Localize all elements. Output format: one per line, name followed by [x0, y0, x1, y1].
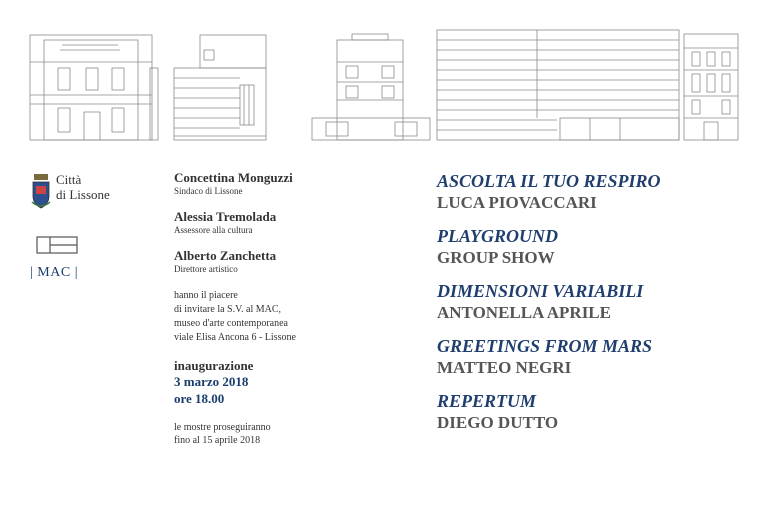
person-entry — [174, 209, 394, 236]
person-entry — [174, 170, 394, 197]
building-museum-main — [437, 30, 679, 140]
exhibition-title: GREETINGS FROM MARS — [437, 336, 653, 356]
invitation-line: viale Elisa Ancona 6 - Lissone — [174, 332, 296, 343]
invitation-line: di invitare la S.V. al MAC, — [174, 304, 282, 315]
person-name: Alberto Zanchetta — [174, 248, 277, 263]
exhibition-artist: DIEGO DUTTO — [437, 413, 559, 432]
exhibition-item — [437, 390, 747, 433]
architecture-elevation-drawing — [0, 0, 760, 150]
person-role: Assessore alla cultura — [174, 225, 253, 235]
city-crest-icon — [30, 172, 52, 212]
person-name: Alessia Tremolada — [174, 209, 277, 224]
invitation-text — [174, 289, 394, 345]
citta-di-lissone-logo — [30, 172, 110, 212]
inauguration-block — [174, 358, 394, 407]
person-role: Sindaco di Lissone — [174, 186, 243, 196]
city-name-line1: Città — [56, 172, 82, 187]
person-role: Direttore artistico — [174, 264, 238, 274]
exhibition-continuation — [174, 421, 394, 447]
mac-building-icon — [36, 236, 78, 254]
person-entry — [174, 248, 394, 275]
building-historic-tower — [684, 34, 738, 140]
inauguration-time: ore 18.00 — [174, 391, 225, 406]
mac-logo — [30, 236, 78, 281]
exhibition-item — [437, 280, 747, 323]
exhibition-artist: LUCA PIOVACCARI — [437, 193, 597, 212]
exhibition-item — [437, 335, 747, 378]
person-name: Concettina Monguzzi — [174, 170, 293, 185]
inauguration-date: 3 marzo 2018 — [174, 374, 249, 389]
building-modern-block — [174, 35, 266, 140]
exhibition-item — [437, 225, 747, 268]
exhibition-item — [437, 170, 747, 213]
exhibitions-list — [437, 170, 747, 445]
invitation-line: hanno il piacere — [174, 290, 238, 301]
invitation-line: museo d'arte contemporanea — [174, 318, 288, 329]
exhibition-title: DIMENSIONI VARIABILI — [437, 281, 644, 301]
exhibition-title: ASCOLTA IL TUO RESPIRO — [437, 171, 661, 191]
building-neoclassical-facade — [30, 35, 158, 140]
exhibition-title: REPERTUM — [437, 391, 537, 411]
exhibition-artist: ANTONELLA APRILE — [437, 303, 611, 322]
inauguration-label: inaugurazione — [174, 358, 254, 373]
exhibition-artist: MATTEO NEGRI — [437, 358, 572, 377]
building-glass-tower — [312, 34, 430, 140]
mac-logo-text: | MAC | — [30, 265, 79, 280]
exhibition-artist: GROUP SHOW — [437, 248, 555, 267]
exhibition-title: PLAYGROUND — [437, 226, 558, 246]
continuation-line: le mostre proseguiranno — [174, 422, 271, 433]
city-name-line2: di Lissone — [56, 187, 110, 202]
invitation-column — [174, 170, 394, 447]
continuation-line: fino al 15 aprile 2018 — [174, 435, 261, 446]
